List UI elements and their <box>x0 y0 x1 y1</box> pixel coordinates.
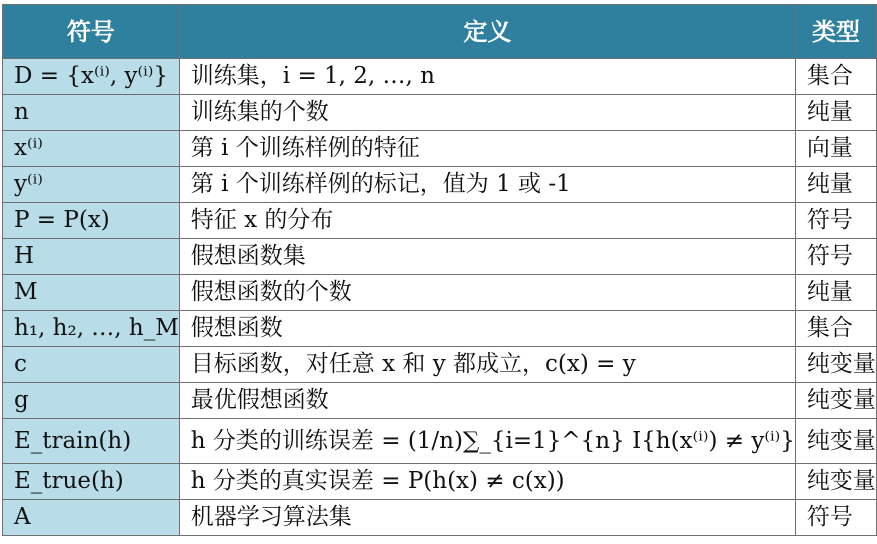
definition-cell: 假想函数 <box>179 311 795 347</box>
header-symbol: 符号 <box>3 5 180 59</box>
definition-cell: 最优假想函数 <box>179 383 795 419</box>
notation-table <box>2 4 877 536</box>
symbol-cell: M <box>3 275 180 311</box>
symbol-cell: x⁽ⁱ⁾ <box>3 131 180 167</box>
definition-cell: 假想函数的个数 <box>179 275 795 311</box>
definition-cell: 训练集，i = 1, 2, …, n <box>179 59 795 95</box>
type-cell: 集合 <box>795 59 876 95</box>
definition-cell: 假想函数集 <box>179 239 795 275</box>
definition-cell: 机器学习算法集 <box>179 500 795 536</box>
table-row <box>3 347 877 383</box>
symbol-cell: y⁽ⁱ⁾ <box>3 167 180 203</box>
symbol-cell: P = P(x) <box>3 203 180 239</box>
table-row <box>3 275 877 311</box>
header-row <box>3 5 877 59</box>
type-cell: 集合 <box>795 311 876 347</box>
table-row <box>3 203 877 239</box>
type-cell: 纯变量 <box>795 419 876 464</box>
table-row <box>3 419 877 464</box>
type-cell: 纯变量 <box>795 383 876 419</box>
table-row <box>3 59 877 95</box>
type-cell: 纯量 <box>795 95 876 131</box>
type-cell: 纯量 <box>795 167 876 203</box>
definition-cell: 第 i 个训练样例的特征 <box>179 131 795 167</box>
table-row <box>3 131 877 167</box>
type-cell: 纯变量 <box>795 464 876 500</box>
type-cell: 符号 <box>795 239 876 275</box>
header-definition: 定义 <box>179 5 795 59</box>
symbol-cell: c <box>3 347 180 383</box>
definition-cell: 目标函数，对任意 x 和 y 都成立，c(x) = y <box>179 347 795 383</box>
symbol-cell: g <box>3 383 180 419</box>
table-row <box>3 464 877 500</box>
symbol-cell: A <box>3 500 180 536</box>
definition-cell: h 分类的训练误差 = (1/n)∑_{i=1}^{n} I{h(x⁽ⁱ⁾) ≠ y⁽ⁱ⁾} <box>179 419 795 464</box>
table-row <box>3 500 877 536</box>
type-cell: 纯量 <box>795 275 876 311</box>
symbol-cell: n <box>3 95 180 131</box>
definition-cell: 特征 x 的分布 <box>179 203 795 239</box>
type-cell: 向量 <box>795 131 876 167</box>
table-row <box>3 239 877 275</box>
definition-cell: h 分类的真实误差 = P(h(x) ≠ c(x)) <box>179 464 795 500</box>
symbol-cell: E_true(h) <box>3 464 180 500</box>
table-row <box>3 167 877 203</box>
symbol-cell: h₁, h₂, …, h_M <box>3 311 180 347</box>
symbol-cell: D = {x⁽ⁱ⁾, y⁽ⁱ⁾} <box>3 59 180 95</box>
type-cell: 符号 <box>795 500 876 536</box>
table-row <box>3 383 877 419</box>
symbol-cell: H <box>3 239 180 275</box>
table-row <box>3 311 877 347</box>
type-cell: 符号 <box>795 203 876 239</box>
definition-cell: 训练集的个数 <box>179 95 795 131</box>
symbol-cell: E_train(h) <box>3 419 180 464</box>
definition-cell: 第 i 个训练样例的标记，值为 1 或 -1 <box>179 167 795 203</box>
type-cell: 纯变量 <box>795 347 876 383</box>
table-row <box>3 95 877 131</box>
header-type: 类型 <box>795 5 876 59</box>
